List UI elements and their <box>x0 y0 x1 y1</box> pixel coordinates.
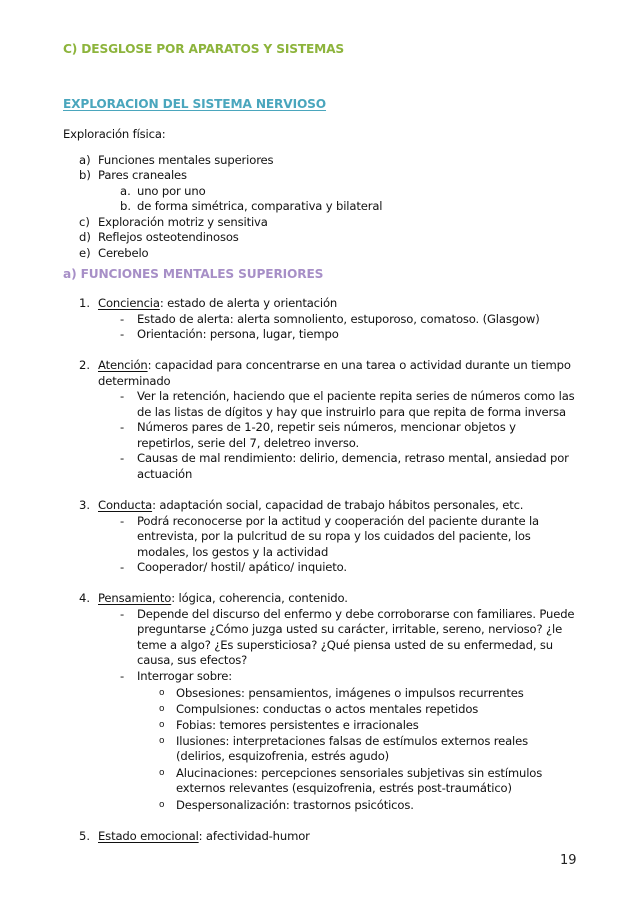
item-number: 3. <box>79 498 91 512</box>
dash-marker: - <box>120 327 125 341</box>
list-item: Funciones mentales superiores <box>98 153 274 167</box>
list-marker: a) <box>79 153 91 167</box>
bullet-line: repetirlos, serie del 7, deletreo inverso. <box>137 436 359 450</box>
bullet-line: Causas de mal rendimiento: delirio, demencia, retraso mental, ansiedad por <box>137 451 569 465</box>
list-marker: b) <box>79 168 91 182</box>
exploracion-label: Exploración física: <box>63 127 166 141</box>
bullet-line: Cooperador/ hostil/ apático/ inquieto. <box>137 560 347 574</box>
item-desc: : estado de alerta y orientación <box>159 296 338 310</box>
dash-marker: - <box>120 560 125 574</box>
list-item: Pares craneales <box>98 168 187 182</box>
item-heading <box>98 829 310 844</box>
list-item: Cerebelo <box>98 246 149 260</box>
item-desc: : lógica, coherencia, contenido. <box>171 591 348 605</box>
sub-marker: o <box>159 768 165 778</box>
sub-bullet-line: Obsesiones: pensamientos, imágenes o impulsos recurrentes <box>176 686 524 700</box>
bullet-line: preguntarse ¿Cómo juzga usted su carácter, irritable, sereno, nervioso? ¿le <box>137 622 563 636</box>
bullet-line: Podrá reconocerse por la actitud y cooperación del paciente durante la <box>137 514 539 528</box>
dash-marker: - <box>120 514 125 528</box>
list-item: de forma simétrica, comparativa y bilateral <box>137 199 383 213</box>
sub-bullet-line: Alucinaciones: percepciones sensoriales subjetivas sin estímulos <box>176 766 543 780</box>
dash-marker: - <box>120 451 125 465</box>
sub-marker: o <box>159 720 165 730</box>
sub-marker: o <box>159 800 165 810</box>
bullet-line: Depende del discurso del enfermo y debe corroborarse con familiares. Puede <box>137 607 575 621</box>
sub-marker: o <box>159 704 165 714</box>
item-heading <box>98 358 571 373</box>
item-desc: : adaptación social, capacidad de trabajo hábitos personales, etc. <box>152 498 524 512</box>
item-number: 4. <box>79 591 91 605</box>
item-term: Conciencia <box>98 296 160 310</box>
item-heading <box>98 296 337 311</box>
list-item: uno por uno <box>137 184 206 198</box>
list-item: Reflejos osteotendinosos <box>98 230 239 244</box>
item-term: Atención <box>98 358 148 372</box>
dash-marker: - <box>120 312 125 326</box>
section-title: C) DESGLOSE POR APARATOS Y SISTEMAS <box>63 42 345 56</box>
item-desc: : afectividad-humor <box>198 829 310 843</box>
bullet-line: Números pares de 1-20, repetir seis números, mencionar objetos y <box>137 420 516 434</box>
sub-bullet-line: Compulsiones: conductas o actos mentales repetidos <box>176 702 479 716</box>
bullet-line: causa, sus efectos? <box>137 653 248 667</box>
item-number: 2. <box>79 358 91 372</box>
item-desc-cont: determinado <box>98 374 171 388</box>
item-term: Conducta <box>98 498 153 512</box>
bullet-line: Estado de alerta: alerta somnoliento, estuporoso, comatoso. (Glasgow) <box>137 312 540 326</box>
item-number: 5. <box>79 829 91 843</box>
subsection-title: EXPLORACION DEL SISTEMA NERVIOSO <box>63 97 327 111</box>
bullet-line: entrevista, por la pulcritud de su ropa y los cuidados del paciente, los <box>137 529 531 543</box>
sub-bullet-line: Ilusiones: interpretaciones falsas de estímulos externos reales <box>176 734 528 748</box>
item-term: Pensamiento <box>98 591 172 605</box>
item-term: Estado emocional <box>98 829 199 843</box>
dash-marker: - <box>120 669 125 683</box>
sub-bullet-line: (delirios, esquizofrenia, estrés agudo) <box>176 749 390 763</box>
sub-marker: o <box>159 688 165 698</box>
bullet-line: de las listas de dígitos y hay que instruirlo para que repita de forma inversa <box>137 405 566 419</box>
funciones-title: a) FUNCIONES MENTALES SUPERIORES <box>63 267 324 281</box>
bullet-line: Ver la retención, haciendo que el paciente repita series de números como las <box>137 389 575 403</box>
list-marker: d) <box>79 230 91 244</box>
page-number: 19 <box>560 853 577 868</box>
item-desc: : capacidad para concentrarse en una tarea o actividad durante un tiempo <box>147 358 571 372</box>
item-heading <box>98 498 523 513</box>
bullet-line: Interrogar sobre: <box>137 669 233 683</box>
bullet-line: actuación <box>137 467 193 481</box>
bullet-line: Orientación: persona, lugar, tiempo <box>137 327 339 341</box>
list-item: Exploración motriz y sensitiva <box>98 215 268 229</box>
sub-bullet-line: Despersonalización: trastornos psicóticos. <box>176 798 414 812</box>
sub-marker: o <box>159 736 165 746</box>
bullet-line: teme a algo? ¿Es supersticiosa? ¿Qué piensa usted de su enfermedad, su <box>137 638 553 652</box>
list-marker: b. <box>120 199 132 213</box>
sub-bullet-line: externos relevantes (esquizofrenia, estrés post-traumático) <box>176 781 512 795</box>
bullet-line: modales, los gestos y la actividad <box>137 545 329 559</box>
list-marker: a. <box>120 184 131 198</box>
dash-marker: - <box>120 389 125 403</box>
dash-marker: - <box>120 420 125 434</box>
item-number: 1. <box>79 296 91 310</box>
list-marker: c) <box>79 215 90 229</box>
item-heading <box>98 591 348 606</box>
sub-bullet-line: Fobias: temores persistentes e irracionales <box>176 718 419 732</box>
dash-marker: - <box>120 607 125 621</box>
list-marker: e) <box>79 246 91 260</box>
